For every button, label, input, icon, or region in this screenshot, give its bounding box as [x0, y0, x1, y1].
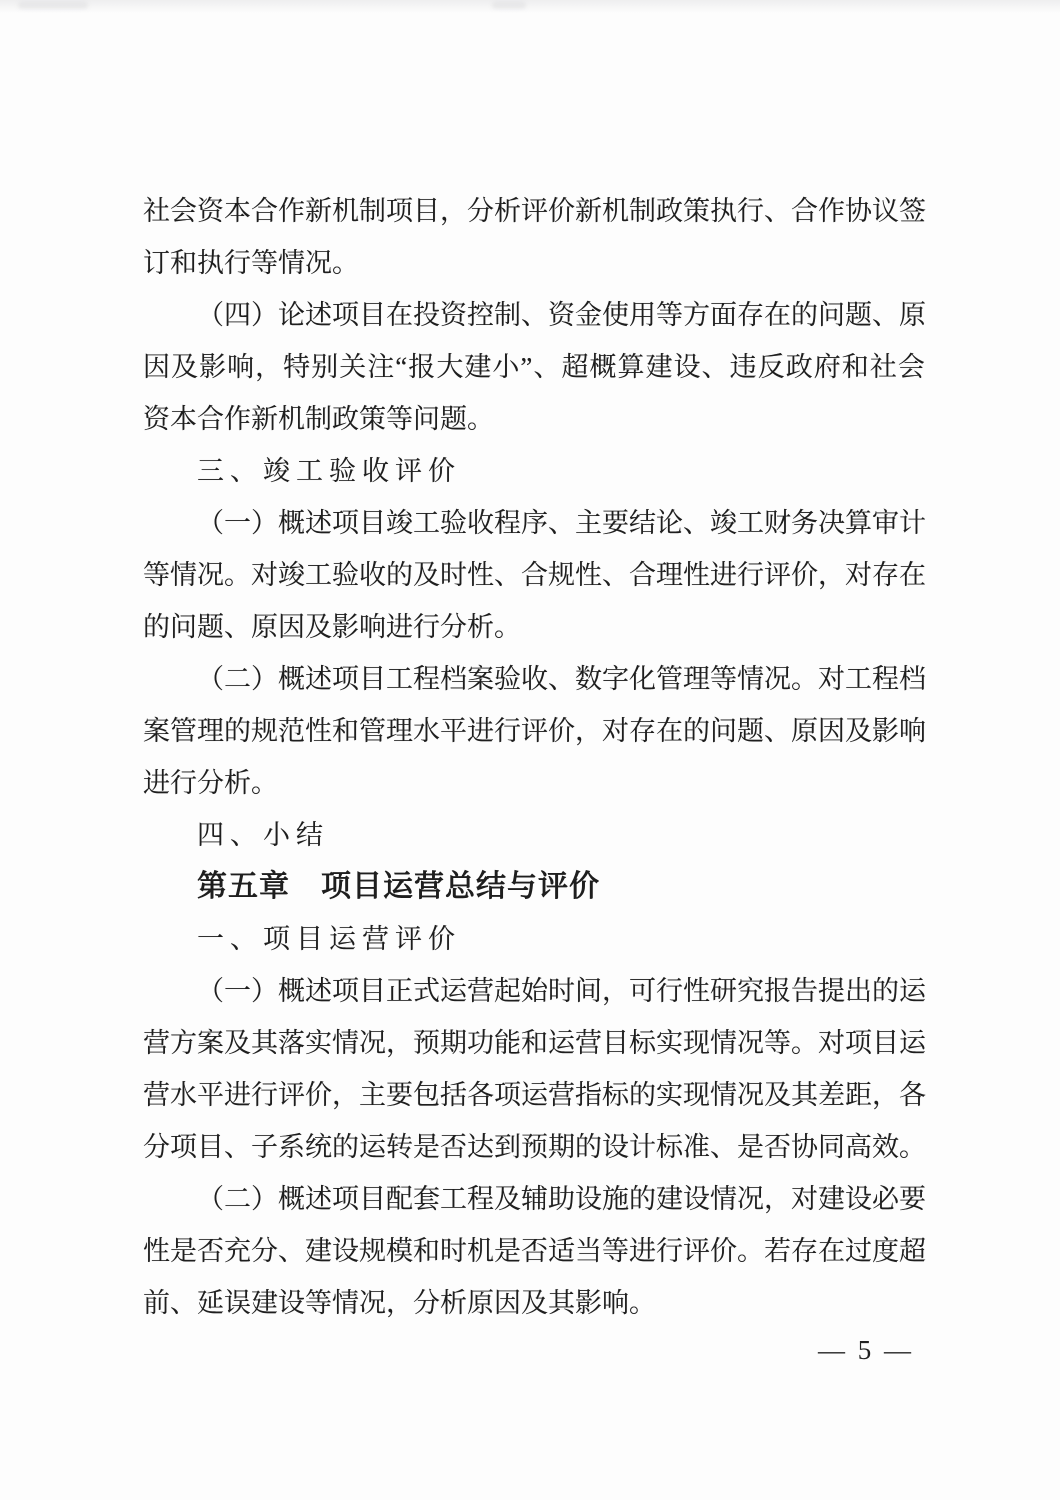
text-line: 案 管 理 的 规 范 性 和 管 理 水 平 进 行 评 价 ， 对 存 在 的 问 题 、 原 因 及 影 响 — [143, 716, 926, 746]
text-line: 等 情 况 。 对 竣 工 验 收 的 及 时 性 、 合 规 性 、 合 理 性 进 行 评 价 ， 对 存 在 — [143, 560, 926, 590]
scan-artifact — [0, 0, 1060, 13]
chapter-heading: 第五章 项目运营总结与评价 — [197, 870, 600, 903]
text-line: 社 会 资 本 合 作 新 机 制 项 目 ， 分 析 评 价 新 机 制 政 策 执 行 、 合 作 协 议 签 — [143, 196, 926, 226]
text-line: 分 项 目 、 子 系 统 的 运 转 是 否 达 到 预 期 的 设 计 标 准 、 是 否 协 同 高 效 。 — [143, 1132, 926, 1162]
text-line: （ 二 ） 概 述 项 目 工 程 档 案 验 收 、 数 字 化 管 理 等 情 况 。 对 工 程 档 — [197, 664, 926, 694]
section-heading: 一、项目运营评价 — [197, 924, 461, 954]
text-line: 营 方 案 及 其 落 实 情 况 ， 预 期 功 能 和 运 营 目 标 实 现 情 况 等 。 对 项 目 运 — [143, 1028, 926, 1058]
section-heading: 四、小结 — [197, 820, 329, 850]
text-line: 资本合作新机制政策等问题。 — [143, 404, 494, 434]
text-line: （ 四 ） 论 述 项 目 在 投 资 控 制 、 资 金 使 用 等 方 面 存 在 的 问 题 、 原 — [197, 300, 926, 330]
text-line: （ 二 ） 概 述 项 目 配 套 工 程 及 辅 助 设 施 的 建 设 情 况 ， 对 建 设 必 要 — [197, 1184, 926, 1214]
text-line: 的问题、原因及影响进行分析。 — [143, 612, 521, 642]
page-number: — 5 — — [818, 1335, 914, 1365]
text-line: 前、延误建设等情况，分析原因及其影响。 — [143, 1288, 656, 1318]
section-heading: 三、竣工验收评价 — [197, 456, 461, 486]
text-block — [143, 185, 925, 1329]
text-line: （ 一 ） 概 述 项 目 竣 工 验 收 程 序 、 主 要 结 论 、 竣 工 财 务 决 算 审 计 — [197, 508, 926, 538]
text-line: （ 一 ） 概 述 项 目 正 式 运 营 起 始 时 间 ， 可 行 性 研 究 报 告 提 出 的 运 — [197, 976, 926, 1006]
text-line: 订和执行等情况。 — [143, 248, 359, 278]
text-line: 营 水 平 进 行 评 价 ， 主 要 包 括 各 项 运 营 指 标 的 实 现 情 况 及 其 差 距 ， 各 — [143, 1080, 926, 1110]
text-line: 性 是 否 充 分 、 建 设 规 模 和 时 机 是 否 适 当 等 进 行 评 价 。 若 存 在 过 度 超 — [143, 1236, 926, 1266]
text-line: 进行分析。 — [143, 768, 278, 798]
text-line: 因 及 影 响 ， 特 别 关 注 “ 报 大 建 小 ” 、 超 概 算 建 设 、 违 反 政 府 和 社 会 — [143, 352, 925, 382]
scan-artifact — [492, 2, 526, 9]
scan-artifact — [18, 2, 88, 9]
